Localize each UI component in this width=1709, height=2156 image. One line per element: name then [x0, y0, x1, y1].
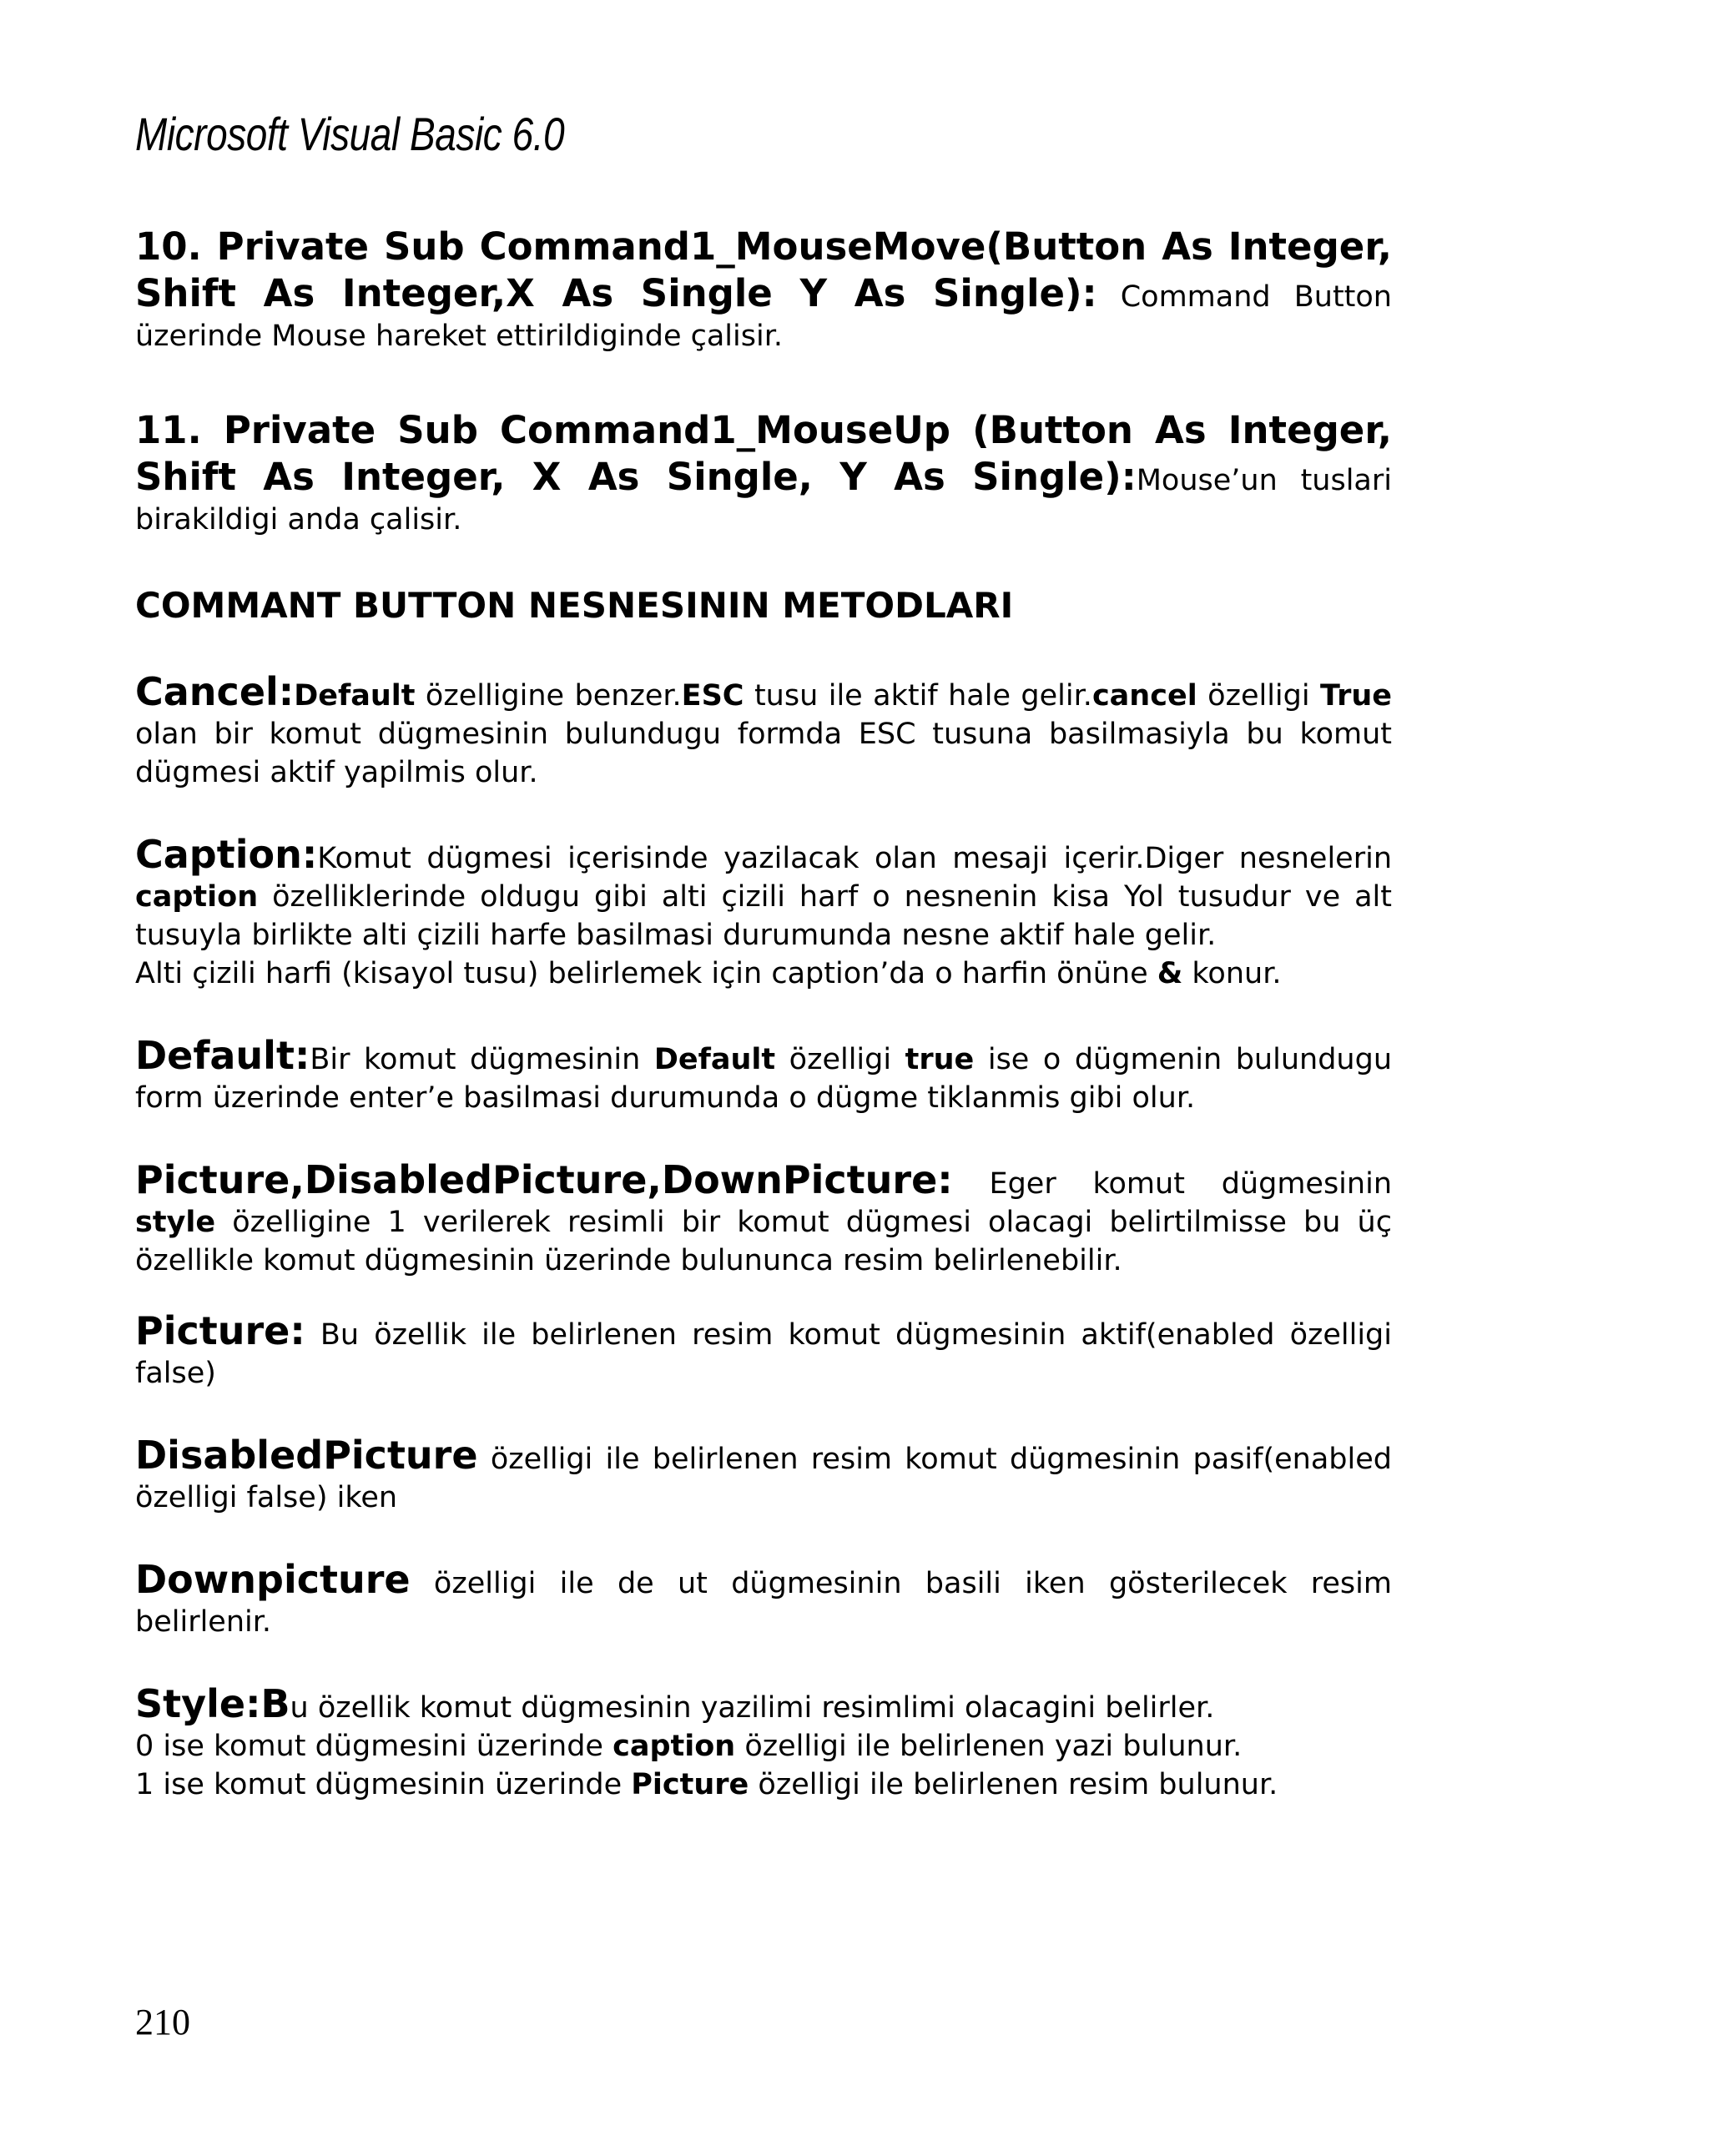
caption-paragraph-line2	[135, 955, 1392, 993]
style-line2-bold: caption	[613, 1730, 736, 1763]
disabledpicture-paragraph	[135, 1433, 1392, 1517]
page-body	[135, 224, 1392, 1804]
cancel-bold-1: Default	[294, 679, 416, 713]
default-paragraph	[135, 1033, 1392, 1117]
item-10-text: Command Button üzerinde Mouse hareket ettirildiginde çalisir.	[135, 280, 1392, 353]
cancel-bold-4: True	[1320, 679, 1392, 713]
default-text-1: Bir komut dügmesinin	[310, 1043, 654, 1076]
caption-line2-text-2: konur.	[1182, 957, 1282, 990]
default-bold-1: Default	[653, 1043, 776, 1076]
cancel-text-2: tusu ile aktif hale gelir.	[744, 679, 1092, 713]
pictures-term: Picture,DisabledPicture,DownPicture:	[135, 1157, 953, 1202]
downpicture-text-1: özelligi ile de ut dügmesinin basili iken gösterilecek resim belirlenir.	[135, 1567, 1392, 1639]
item-11-heading: 11. Private Sub Command1_MouseUp (Button As Integer, Shift As Integer, X As Single, Y As Single):	[135, 408, 1392, 499]
caption-text-2: özelliklerinde oldugu gibi alti çizili harf o nesnenin kisa Yol tusudur ve alt tusuyla birlikte alti çizili harfe basilmasi durumunda nesne aktif hale gelir.	[135, 880, 1392, 952]
style-line3-text-2: özelligi ile belirlenen resim bulunur.	[749, 1768, 1278, 1801]
pictures-bold-1: style	[135, 1206, 216, 1239]
style-term: Style:B	[135, 1681, 290, 1726]
section-title: COMMANT BUTTON NESNESININ METODLARI	[135, 585, 1014, 626]
default-bold-2: true	[905, 1043, 975, 1076]
item-11-text: Mouse’un tuslari birakildigi anda çalisir.	[135, 464, 1392, 536]
style-line3-bold: Picture	[631, 1768, 749, 1801]
disabledpicture-text-1: özelligi ile belirlenen resim komut dügmesinin pasif(enabled özelligi false) iken	[135, 1443, 1392, 1514]
style-line2-text-1: 0 ise komut dügmesini üzerinde	[135, 1730, 613, 1763]
caption-paragraph	[135, 832, 1392, 955]
pictures-text-1: Eger komut dügmesinin	[952, 1167, 1392, 1201]
caption-term: Caption:	[135, 832, 318, 877]
downpicture-paragraph	[135, 1557, 1392, 1641]
style-line2-text-2: özelligi ile belirlenen yazi bulunur.	[735, 1730, 1243, 1763]
picture-text-1: Bu özellik ile belirlenen resim komut dügmesinin aktif(enabled özelligi false)	[135, 1318, 1392, 1390]
disabledpicture-term: DisabledPicture	[135, 1433, 478, 1478]
style-line3-text-1: 1 ise komut dügmesinin üzerinde	[135, 1768, 632, 1801]
page-number: 210	[135, 2002, 190, 2043]
pictures-paragraph	[135, 1157, 1392, 1280]
cancel-text-3: özelligi	[1197, 679, 1321, 713]
cancel-bold-2: ESC	[681, 679, 744, 713]
caption-bold-1: caption	[135, 880, 259, 914]
caption-line2-bold: &	[1157, 957, 1183, 990]
style-text-1: u özellik komut dügmesinin yazilimi resimlimi olacagini belirler.	[290, 1691, 1215, 1725]
cancel-term: Cancel:	[135, 669, 295, 714]
style-line3	[135, 1766, 1392, 1804]
item-10-heading: 10. Private Sub Command1_MouseMove(Button As Integer, Shift As Integer,X As Single Y As Single):	[135, 224, 1392, 315]
cancel-text-1: özelligine benzer.	[415, 679, 682, 713]
caption-text-1: Komut dügmesi içerisinde yazilacak olan mesaji içerir.Diger nesnelerin	[317, 842, 1392, 875]
running-header: Microsoft Visual Basic 6.0	[135, 108, 565, 160]
picture-term: Picture:	[135, 1308, 305, 1353]
pictures-text-2: özelligine 1 verilerek resimli bir komut dügmesi olacagi belirtilmisse bu üç özellikle komut dügmesinin üzerinde bulununca resim belirlenebilir.	[135, 1206, 1392, 1277]
style-paragraph	[135, 1681, 1392, 1727]
default-text-2: özelligi	[775, 1043, 905, 1076]
downpicture-term: Downpicture	[135, 1557, 411, 1602]
item-11-paragraph	[135, 407, 1392, 539]
cancel-text-4: olan bir komut dügmesinin bulundugu formda ESC tusuna basilmasiyla bu komut dügmesi aktif yapilmis olur.	[135, 718, 1392, 789]
style-line2	[135, 1727, 1392, 1766]
default-term: Default:	[135, 1033, 310, 1078]
cancel-bold-3: cancel	[1091, 679, 1197, 713]
picture-paragraph	[135, 1308, 1392, 1393]
item-10-paragraph	[135, 224, 1392, 355]
cancel-paragraph	[135, 669, 1392, 792]
caption-line2-text-1: Alti çizili harfi (kisayol tusu) belirlemek için caption’da o harfin önüne	[135, 957, 1157, 990]
default-text-3: ise o dügmenin bulundugu form üzerinde enter’e basilmasi durumunda o dügme tiklanmis gibi olur.	[135, 1043, 1392, 1115]
